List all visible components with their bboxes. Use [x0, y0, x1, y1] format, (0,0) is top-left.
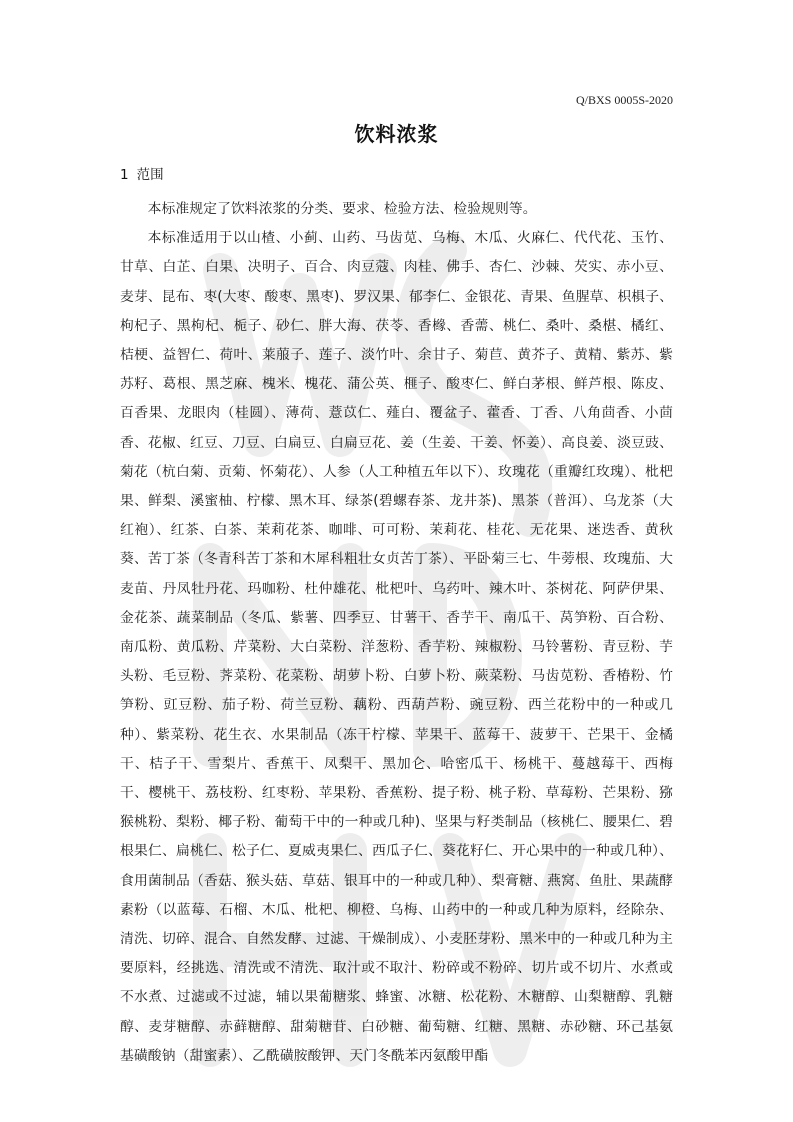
section-number: 1 — [120, 167, 129, 183]
paragraph-scope-summary: 本标准规定了饮料浓浆的分类、要求、检验方法、检验规则等。 — [147, 201, 537, 217]
standard-number: Q/BXS 0005S-2020 — [575, 93, 673, 107]
section-title: 范围 — [136, 167, 164, 183]
document-title: 饮料浓浆 — [354, 122, 439, 146]
paragraph-scope-applicability: 本标准适用于以山楂、小蓟、山药、马齿苋、乌梅、木瓜、火麻仁、代代花、玉竹、甘草、白芷、白果、决明子、百合、肉豆蔻、肉桂、佛手、杏仁、沙棘、芡实、赤小豆、麦芽、昆布、枣(大枣、酸枣、黑枣)、罗汉果、郁李仁、金银花、青果、鱼腥草、枳椇子、枸杞子、黑枸杞、栀子、砂仁、胖大海、茯苓、香橼、香薷、桃仁、桑叶、桑椹、橘红、桔梗、益智仁、荷叶、莱菔子、莲子、淡竹叶、余甘子、菊苣、黄芥子、黄精、紫苏、紫苏籽、葛根、黑芝麻、槐米、槐花、蒲公英、榧子、酸枣仁、鲜白茅根、鲜芦根、陈皮、百香果、龙眼肉（桂圆）、薄荷、薏苡仁、薤白、覆盆子、藿香、丁香、八角茴香、小茴香、花椒、红豆、刀豆、白扁豆、白扁豆花、姜（生姜、干姜、怀姜）、高良姜、淡豆豉、菊花（杭白菊、贡菊、怀菊花）、人参（人工种植五年以下）、玫瑰花（重瓣红玫瑰）、枇杷果、鲜梨、溪蜜柚、柠檬、黑木耳、绿茶(碧螺春茶、龙井茶)、黑茶（普洱）、乌龙茶（大红袍）、红茶、白茶、茉莉花茶、咖啡、可可粉、茉莉花、桂花、无花果、迷迭香、黄秋葵、苦丁茶（冬青科苦丁茶和木犀科粗壮女贞苦丁茶）、平卧菊三七、牛蒡根、玫瑰茄、大麦苗、丹凤牡丹花、玛咖粉、杜仲雄花、枇杷叶、乌药叶、辣木叶、茶树花、阿萨伊果、金花茶、蔬菜制品（冬瓜、紫薯、四季豆、甘薯干、香芋干、南瓜干、莴笋粉、百合粉、南瓜粉、黄瓜粉、芹菜粉、大白菜粉、洋葱粉、香芋粉、辣椒粉、马铃薯粉、青豆粉、芋头粉、毛豆粉、荠菜粉、花菜粉、胡萝卜粉、白萝卜粉、蕨菜粉、马齿苋粉、香椿粉、竹笋粉、豇豆粉、茄子粉、荷兰豆粉、藕粉、西葫芦粉、豌豆粉、西兰花粉中的一种或几种）、紫菜粉、花生衣、水果制品（冻干柠檬、苹果干、蓝莓干、菠萝干、芒果干、金橘干、桔子干、雪梨片、香蕉干、凤梨干、黑加仑、哈密瓜干、杨桃干、蔓越莓干、西梅干、樱桃干、荔枝粉、红枣粉、苹果粉、香蕉粉、提子粉、桃子粉、草莓粉、芒果粉、猕猴桃粉、梨粉、椰子粉、葡萄干中的一种或几种)、坚果与籽类制品（核桃仁、腰果仁、碧根果仁、扁桃仁、松子仁、夏威夷果仁、西瓜子仁、葵花籽仁、开心果中的一种或几种）、食用菌制品（香菇、猴头菇、草菇、银耳中的一种或几种）、梨膏糖、燕窝、鱼肚、果蔬酵素粉（以蓝莓、石榴、木瓜、枇杷、柳橙、乌梅、山药中的一种或几种为原料，经除杂、清洗、切碎、混合、自然发酵、过滤、干燥制成）、小麦胚芽粉、黑米中的一种或几种为主要原料，经挑选、清洗或不清洗、取汁或不取汁、粉碎或不粉碎、切片或不切片、水煮或不水煮、过滤或不过滤，辅以果葡糖浆、蜂蜜、冰糖、松花粉、木糖醇、山梨糖醇、乳糖醇、麦芽糖醇、赤藓糖醇、甜菊糖苷、白砂糖、葡萄糖、红糖、黑糖、赤砂糖、环己基氨基磺酸钠（甜蜜素）、乙酰磺胺酸钾、天门冬酰苯丙氨酸甲酯 — [120, 230, 673, 1064]
section-heading — [120, 163, 164, 183]
body-text — [120, 195, 673, 1071]
